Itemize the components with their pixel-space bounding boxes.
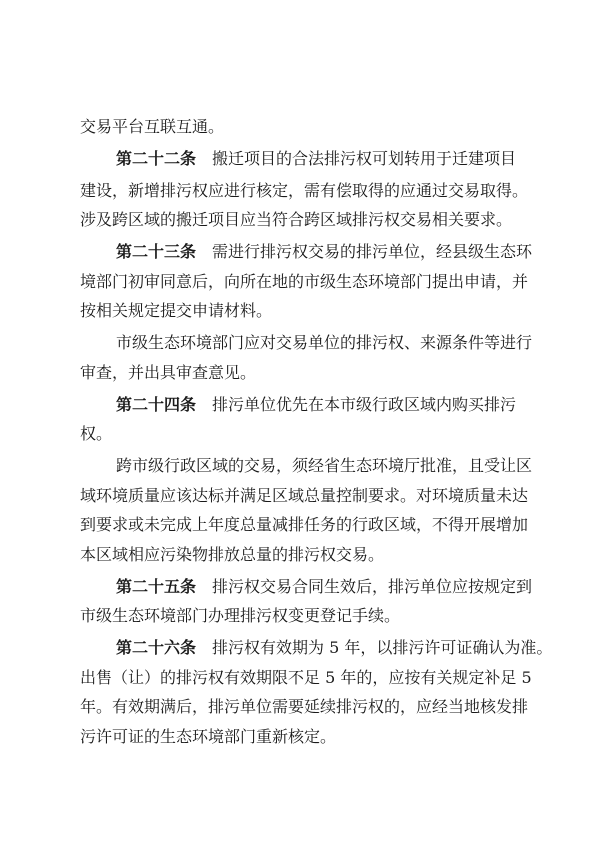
text-line	[0, 541, 600, 569]
line-text: 年。有效期满后，排污单位需要延续排污权的，应经当地核发排	[80, 697, 529, 716]
article-heading: 第二十六条	[116, 638, 197, 657]
line-text: 市级生态环境部门应对交易单位的排污权、来源条件等进行	[116, 333, 533, 352]
line-text: 排污权交易合同生效后，排污单位应按规定到	[212, 577, 533, 596]
line-text: 排污单位优先在本市级行政区域内购买排污	[212, 395, 517, 414]
text-line	[0, 482, 600, 510]
article-23-line	[0, 238, 600, 266]
text-line	[0, 297, 600, 325]
line-text: 排污权有效期为 5 年，以排污许可证确认为准。	[212, 638, 553, 657]
article-22-line	[0, 145, 600, 173]
article-heading: 第二十四条	[116, 395, 197, 414]
line-text: 需进行排污权交易的排污单位，经县级生态环	[212, 242, 533, 261]
text-line	[0, 329, 600, 357]
line-text: 权。	[80, 424, 113, 443]
line-text: 跨市级行政区域的交易，须经省生态环境厅批准，且受让区	[116, 456, 533, 475]
line-text: 本区域相应污染物排放总量的排污权交易。	[80, 545, 385, 564]
line-text: 污许可证的生态环境部门重新核定。	[80, 727, 337, 746]
line-text: 搬迁项目的合法排污权可划转用于迁建项目	[212, 149, 517, 168]
text-line	[0, 268, 600, 296]
text-line	[0, 113, 600, 141]
text-line	[0, 420, 600, 448]
text-line	[0, 452, 600, 480]
line-text: 出售（让）的排污权有效期限不足 5 年的，应按有关规定补足 5	[80, 668, 532, 687]
line-text: 建设，新增排污权应进行核定，需有偿取得的应通过交易取得。	[80, 181, 529, 200]
text-line	[0, 177, 600, 205]
article-25-line	[0, 573, 600, 601]
article-26-line	[0, 634, 600, 662]
article-heading: 第二十三条	[116, 242, 197, 261]
text-line	[0, 206, 600, 234]
article-heading: 第二十二条	[116, 149, 197, 168]
text-line	[0, 723, 600, 751]
line-text: 按相关规定提交申请材料。	[80, 301, 273, 320]
line-text: 涉及跨区域的搬迁项目应当符合跨区域排污权交易相关要求。	[80, 210, 513, 229]
line-text: 市级生态环境部门办理排污权变更登记手续。	[80, 606, 401, 625]
text-line	[0, 693, 600, 721]
article-24-line	[0, 391, 600, 419]
article-heading: 第二十五条	[116, 577, 197, 596]
line-text: 审查，并出具审查意见。	[80, 363, 257, 382]
line-text: 交易平台互联互通。	[80, 117, 225, 136]
line-text: 域环境质量应该达标并满足区域总量控制要求。对环境质量未达	[80, 486, 529, 505]
text-line	[0, 359, 600, 387]
line-text: 到要求或未完成上年度总量减排任务的行政区域，不得开展增加	[80, 515, 529, 534]
line-text: 境部门初审同意后，向所在地的市级生态环境部门提出申请，并	[80, 272, 529, 291]
text-line	[0, 664, 600, 692]
text-line	[0, 602, 600, 630]
text-line	[0, 511, 600, 539]
